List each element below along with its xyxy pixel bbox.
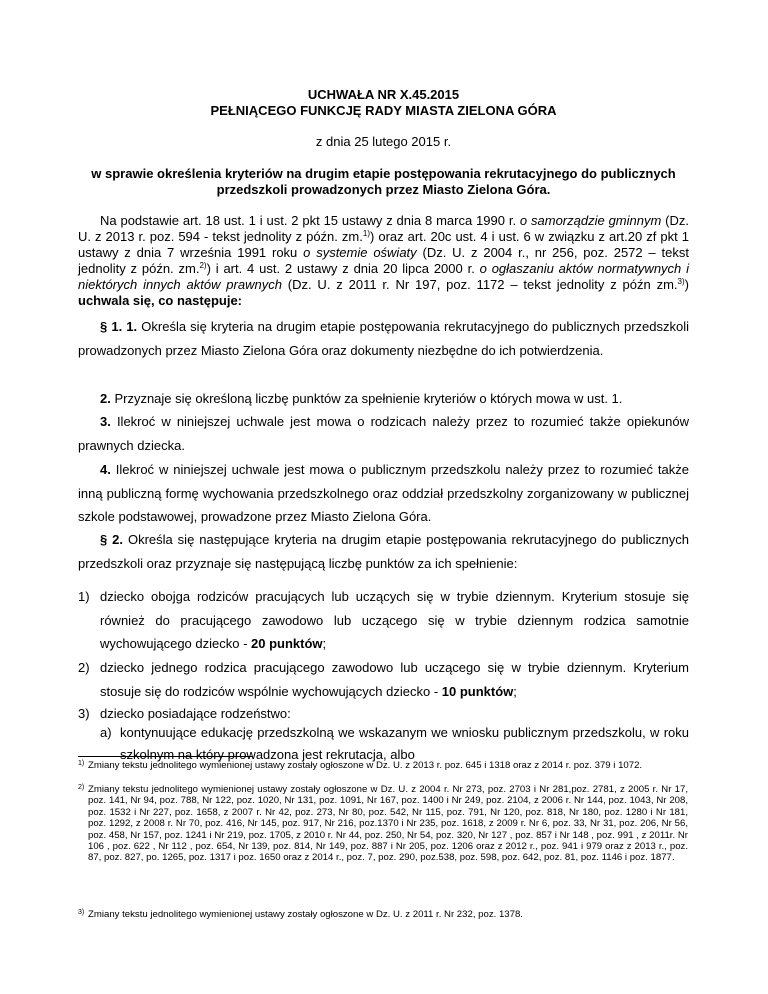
list-number: 2)	[78, 660, 90, 675]
paragraph-number: § 1. 1.	[100, 319, 138, 334]
list-item	[78, 656, 689, 703]
footnote-text: Zmiany tekstu jednolitego wymienionej ustawy zostały ogłoszone w Dz. U. z 2013 r. poz. 645 i 1318 oraz z 2014 r. poz. 379 i 1072.	[88, 760, 643, 771]
clause-number: 3.	[100, 414, 111, 429]
footnote-ref: 3)	[677, 277, 685, 286]
footnote-separator	[78, 756, 253, 757]
list-end: ;	[513, 683, 517, 699]
paragraph-text: Określa się następujące kryteria na drugim etapie postępowania rekrutacyjnego do publicznych przedszkoli oraz przyznaje się następującą liczbę punktów za ich spełnienie:	[78, 532, 689, 571]
points-value: 20 punktów	[251, 636, 323, 651]
footnote-ref: 1)	[362, 229, 370, 238]
clause-number: 4.	[100, 462, 111, 477]
preamble-text: (Dz. U. z 2013 r. poz. 594 - tekst jednolity z późn. zm.	[78, 213, 689, 244]
clause-text: Ilekroć w niniejszej uchwale jest mowa o publicznym przedszkolu należy przez to rozumieć także inną publiczną formę wychowania przedszkolnego oraz oddział przedszkolny zorganizowany w publicznej szkole podstawowej, prowadzone przez Miasto Zielona Góra.	[78, 462, 689, 524]
footnote-mark: 2)	[78, 784, 85, 791]
preamble-text: ) oraz art. 20c ust. 4 i ust. 6 w związku z art.20 zf pkt 1 ustawy z dnia 7 września 1991 roku	[78, 229, 689, 260]
preamble-act-title: o ogłaszaniu aktów normatywnych i niektórych innych aktów prawnych	[78, 261, 689, 292]
list-item	[78, 585, 689, 656]
clause-text: Określa się kryteria na drugim etapie postępowania rekrutacyjnego do publicznych przedszkoli prowadzonych przez Miasto Zielona Góra oraz dokumenty niezbędne do ich potwierdzenia.	[78, 319, 690, 358]
preamble-enactment: uchwala się, co następuje:	[78, 293, 242, 308]
list-text: dziecko obojga rodziców pracujących lub uczących się w trybie dziennym. Kryterium stosuje się również do pracującego zawodowo lub uczącego się w trybie dziennym rodzica samotnie wychowującego dziecko -	[100, 589, 689, 651]
paragraph-1-clause-2	[78, 387, 689, 411]
preamble-text: Na podstawie art. 18 ust. 1 i ust. 2 pkt 15 ustawy z dnia 8 marca 1990 r.	[100, 213, 520, 228]
preamble-text: )	[684, 277, 689, 292]
footnote-mark: 3)	[78, 909, 85, 916]
preamble-text: ) i art. 4 ust. 2 ustawy z dnia 20 lipca 2000 r.	[206, 261, 480, 276]
preamble	[78, 213, 689, 309]
footnote-text: Zmiany tekstu jednolitego wymienionej ustawy zostały ogłoszone w Dz. U. z 2011 r. Nr 232, poz. 1378.	[88, 909, 523, 920]
paragraph-1-clause-1	[78, 315, 689, 362]
points-value: 10 punktów	[441, 683, 514, 699]
paragraph-2	[78, 528, 689, 575]
list-text: dziecko jednego rodzica pracującego zawodowo lub uczącego się w trybie dziennym. Kryterium stosuje się do rodziców wspólnie wychowujących dziecko -	[100, 660, 689, 699]
clause-text: Ilekroć w niniejszej uchwale jest mowa o rodzicach należy przez to rozumieć także opiekunów prawnych dziecka.	[78, 414, 689, 453]
preamble-act-title: o systemie oświaty	[303, 245, 417, 260]
paragraph-number: § 2.	[100, 532, 124, 547]
sub-list-text: kontynuujące edukację przedszkolną we wskazanym we wniosku publicznym przedszkolu, w roku szkolnym na który prowadzona jest rekrutacja, albo	[120, 725, 689, 762]
preamble-text: (Dz. U. z 2011 r. Nr 197, poz. 1172 – tekst jednolity z późn zm.	[281, 277, 678, 292]
footnote-text: Zmiany tekstu jednolitego wymienionej ustawy zostały ogłoszone w Dz. U. z 2004 r. Nr 273, poz. 2703 i Nr 281,poz. 2781, z 2005 r. Nr 17, poz. 141, Nr 94, poz. 788, Nr 122, poz. 1020, Nr 131, poz. 1091, Nr 167, poz. 1400 i Nr 249, poz. 2104, z 2006 r. Nr 144, poz. 1043, Nr 208, poz. 1532 i Nr 227, poz. 1658, z 2007 r. Nr 42, poz. 273, Nr 80, poz. 542, Nr 115, poz. 791, Nr 120, poz. 818, Nr 180, poz. 1280 i Nr 181, poz. 1292, z 2008 r. Nr 70, poz. 416, Nr 145, poz. 917, Nr 216, poz.1370 i Nr 235, poz. 1618, z 2009 r. Nr 6, poz. 33, Nr 31, poz. 206, Nr 56, poz. 458, Nr 157, poz. 1241 i Nr 219, poz. 1705, z 2010 r. Nr 44, poz. 250, Nr 54, poz. 320, Nr 127 , poz. 857 i Nr 148 , poz. 991 , z 2011r. Nr 106 , poz. 622 , Nr 112 , poz. 654, Nr 139, poz. 814, Nr 149, poz. 887 i Nr 205, poz. 1206 oraz z 2012 r., poz. 941 i 979 oraz z 2013 r., poz. 87, poz. 827, po. 1265, poz. 1317 i poz. 1650 oraz z 2014 r., poz. 7, poz. 290, poz.538, poz. 598, poz. 642, poz. 81, poz. 1146 i poz. 1877.	[88, 784, 688, 864]
preamble-act-title: o samorządzie gminnym	[519, 213, 662, 228]
list-text: dziecko posiadające rodzeństwo:	[100, 706, 291, 721]
paragraph-1-clause-4	[78, 458, 689, 529]
clause-number: 2.	[100, 391, 111, 406]
footnote-mark: 1)	[78, 760, 85, 767]
resolution-issuer: PEŁNIĄCEGO FUNKCJĘ RADY MIASTA ZIELONA GÓRA	[210, 103, 557, 118]
paragraph-1-clause-3	[78, 410, 689, 457]
list-number: 3)	[78, 706, 90, 721]
preamble-text: (Dz. U. z 2004 r., nr 256, poz. 2572 – tekst jednolity z późn. zm.	[78, 245, 689, 276]
footnote-ref: 2)	[199, 261, 207, 270]
resolution-subject: w sprawie określenia kryteriów na drugim etapie postępowania rekrutacyjnego do publicznych przedszkoli prowadzonych przez Miasto Zielona Góra.	[91, 166, 676, 197]
resolution-date: z dnia 25 lutego 2015 r.	[315, 134, 452, 149]
resolution-title: UCHWAŁA NR X.45.2015	[307, 87, 460, 102]
list-number: 1)	[78, 589, 90, 604]
list-end: ;	[322, 636, 327, 651]
clause-text: Przyznaje się określoną liczbę punktów za spełnienie kryteriów o których mowa w ust. 1.	[110, 391, 623, 406]
sub-list-letter: a)	[100, 725, 112, 740]
